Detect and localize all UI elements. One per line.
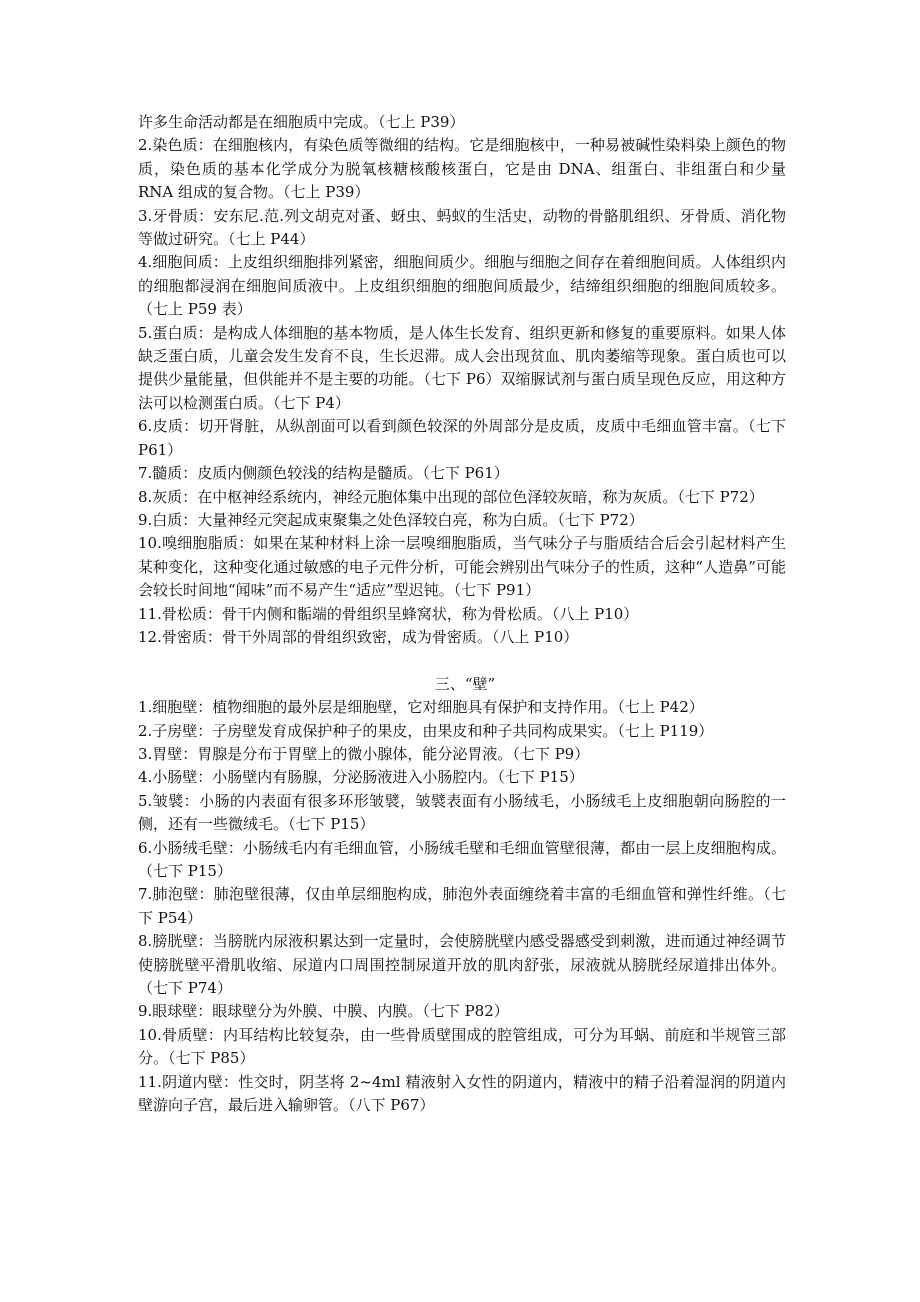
entry-small-intestine-wall: 4.小肠壁：小肠壁内有肠腺，分泌肠液进入小肠腔内。（七下 P15） — [138, 768, 584, 787]
paragraph-continuation: 许多生命活动都是在细胞质中完成。（七上 P39） — [138, 113, 465, 131]
entry-white-matter: 9.白质：大量神经元突起成束聚集之处色泽较白亮，称为白质。（七下 P72） — [138, 510, 644, 529]
entry-medulla: 7.髓质：皮质内侧颜色较浅的结构是髓质。（七下 P61） — [138, 464, 509, 483]
entry-bladder-wall: 8.膀胱壁：当膀胱内尿液积累达到一定量时，会使膀胱壁内感受器感受到刺激，进而通过神经调节使膀胱壁平滑肌收缩、尿道内口周围控制尿道开放的肌肉舒张，尿液就从膀胱经尿道排出体外。（七下 P74） — [138, 932, 786, 998]
entry-compact-bone: 12.骨密质：骨干外周部的骨组织致密，成为骨密质。（八上 P10） — [138, 627, 579, 646]
entry-cortex: 6.皮质：切开肾脏，从纵剖面可以看到颜色较深的外周部分是皮质，皮质中毛细血管丰富。（七下 P61） — [138, 417, 786, 459]
entry-gray-matter: 8.灰质：在中枢神经系统内，神经元胞体集中出现的部位色泽较灰暗，称为灰质。（七下 P72） — [138, 487, 764, 506]
entry-cell-wall: 1.细胞壁：植物细胞的最外层是细胞壁，它对细胞具有保护和支持作用。（七上 P42） — [138, 698, 704, 717]
entry-intercellular-substance: 4.细胞间质：上皮组织细胞排列紧密，细胞间质少。细胞与细胞之间存在着细胞间质。人体组织内的细胞都浸润在细胞间质液中。上皮组织细胞的细胞间质最少，结缔组织细胞的细胞间质较多。（七上 P59 表） — [138, 253, 786, 319]
entry-alveolar-wall: 7.肺泡壁：肺泡壁很薄，仅由单层细胞构成，肺泡外表面缠绕着丰富的毛细血管和弹性纤维。（七下 P54） — [138, 885, 786, 927]
entry-spongy-bone: 11.骨松质：骨干内侧和骺端的骨组织呈蜂窝状，称为骨松质。（八上 P10） — [138, 604, 639, 623]
entry-cementum: 3.牙骨质：安东尼.范.列文胡克对蚤、蚜虫、蚂蚁的生活史，动物的骨骼肌组织、牙骨质、消化物等做过研究。（七上 P44） — [138, 206, 786, 249]
entry-chromatin: 2.染色质：在细胞核内，有染色质等微细的结构。它是细胞核中，一种易被碱性染料染上颜色的物质，染色质的基本化学成分为脱氧核糖核酸核蛋白，它是由 DNA、组蛋白、非组蛋白和少量 RNA 组成的复合物。（七上 P39） — [138, 136, 786, 202]
section-gap — [138, 649, 786, 672]
section-heading: 三、“壁” — [434, 674, 496, 693]
entry-olfactory-lipid: 10.嗅细胞脂质：如果在某种材料上涂一层嗅细胞脂质，当气味分子与脂质结合后会引起材料产生某种变化，这种变化通过敏感的电子元件分析，可能会辨别出气味分子的性质，这种“人造鼻”可能会较长时间地“闻味”而不易产生“适应”型迟钝。（七下 P91） — [138, 534, 786, 600]
entry-circular-folds: 5.皱襞：小肠的内表面有很多环形皱襞，皱襞表面有小肠绒毛，小肠绒毛上皮细胞朝向肠腔的一侧，还有一些微绒毛。（七下 P15） — [138, 791, 786, 834]
entry-ovary-wall: 2.子房壁：子房壁发育成保护种子的果皮，由果皮和种子共同构成果实。（七上 P119） — [138, 721, 714, 740]
entry-bony-wall: 10.骨质壁：内耳结构比较复杂，由一些骨质壁围成的腔管组成，可分为耳蜗、前庭和半规管三部分。（七下 P85） — [138, 1025, 786, 1068]
entry-eyeball-wall: 9.眼球壁：眼球壁分为外膜、中膜、内膜。（七下 P82） — [138, 1002, 509, 1021]
entry-protein: 5.蛋白质：是构成人体细胞的基本物质，是人体生长发育、组织更新和修复的重要原料。如果人体缺乏蛋白质，儿童会发生发育不良，生长迟滞。成人会出现贫血、肌肉萎缩等现象。蛋白质也可以提供少量能量，但供能并不是主要的功能。（七下 P6）双缩脲试剂与蛋白质呈现色反应，用这种方法可以检测蛋白质。（七下 P4） — [138, 323, 786, 412]
entry-vaginal-wall: 11.阴道内壁：性交时，阴茎将 2~4ml 精液射入女性的阴道内，精液中的精子沿着湿润的阴道内壁游向子宫，最后进入输卵管。（八下 P67） — [138, 1072, 786, 1115]
entry-villus-wall: 6.小肠绒毛壁：小肠绒毛内有毛细血管，小肠绒毛壁和毛细血管壁很薄，都由一层上皮细胞构成。（七下 P15） — [138, 838, 786, 880]
entry-stomach-wall: 3.胃壁：胃腺是分布于胃壁上的微小腺体，能分泌胃液。（七下 P9） — [138, 744, 590, 763]
document-page — [138, 111, 786, 1117]
